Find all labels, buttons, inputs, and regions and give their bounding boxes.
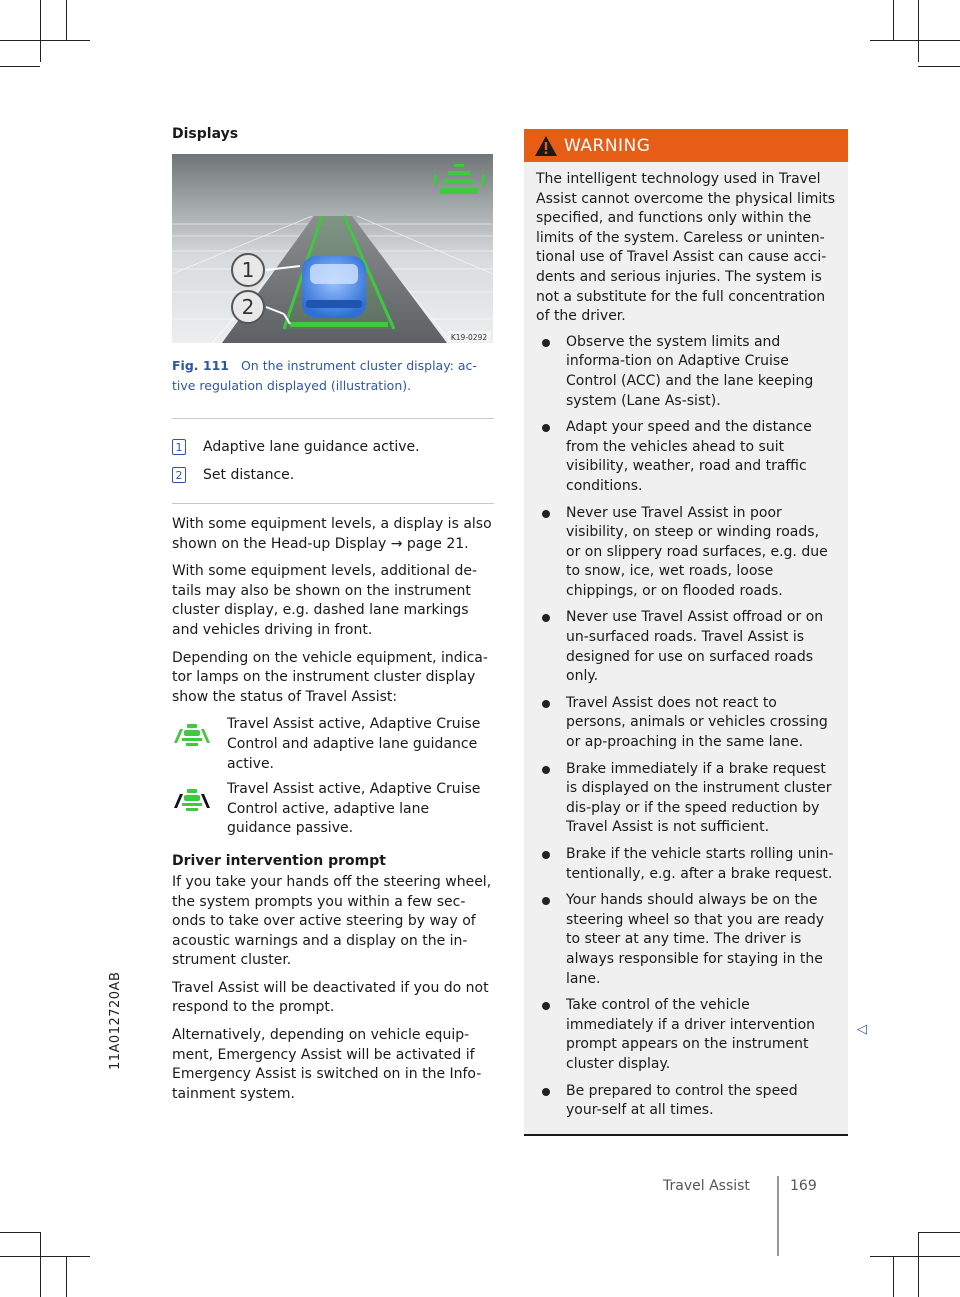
warning-item: Adapt your speed and the distance from the vehicles ahead to suit visibility, weather, road and traffic conditions. [536,418,836,496]
figure-illustration [172,154,493,343]
legend-number: 1 [172,439,186,455]
crop-mark [893,1256,894,1297]
crop-mark [870,1256,960,1257]
paragraph: Travel Assist will be deactivated if you do not respond to the prompt. [172,979,489,1016]
figure-caption-text: On the instrument cluster display: ac-tive regulation displayed (illustration). [172,358,477,393]
indicator-item [172,780,494,839]
footer-section-name: Travel Assist [663,1178,750,1194]
image-code: K19-0292 [450,333,488,342]
warning-bottom-rule [524,1134,848,1136]
legend-text: Set distance. [203,467,295,483]
indicator-item [172,715,494,774]
crop-mark [918,1232,919,1297]
paragraph: With some equipment levels, additional de-tails may also be shown on the instrument cluster display, e.g. dashed lane markings and vehicles driving in front. [172,563,478,638]
warning-item: Observe the system limits and informa-tion on Adaptive Cruise Control (ACC) and the lane keeping system (Lane As-sist). [536,333,836,411]
section-heading: Displays [172,126,239,142]
legend-item [172,461,494,489]
crop-mark [0,1256,90,1257]
car-illustration [302,256,366,318]
travel-assist-active-green-icon [172,721,212,751]
warning-title: WARNING [564,135,651,156]
crop-mark [0,66,40,67]
callout-1: 1 [241,258,255,282]
crop-mark [40,0,41,62]
paragraph: If you take your hands off the steering wheel, the system prompts you within a few sec-onds to take over active steering by way of acoustic warnings and a display on the in-strument cluster. [172,873,492,969]
crop-mark [66,1256,67,1297]
legend-number: 2 [172,467,186,483]
warning-item: Never use Travel Assist in poor visibility, on steep or winding roads, or on slippery road surfaces, e.g. due to snow, ice, wet roads, loose chippings, or on flooded roads. [536,504,836,602]
section-end-icon: ◁ [857,1022,867,1037]
crop-mark [66,0,67,40]
warning-item: Travel Assist does not react to persons, animals or vehicles crossing or ap-proaching in the same lane. [536,694,836,753]
crop-mark [40,1232,41,1297]
warning-triangle-icon [534,135,558,157]
travel-assist-lane-passive-icon [172,786,212,816]
divider [172,503,494,504]
warning-item: Take control of the vehicle immediately if a driver intervention prompt appears on the instrument cluster display. [536,996,836,1074]
legend-text: Adaptive lane guidance active. [203,439,420,455]
crop-mark [0,1232,40,1233]
crop-mark [870,40,960,41]
crop-mark [918,0,919,62]
left-column [172,126,494,1112]
figure-caption [172,356,494,396]
instrument-cluster-illustration [172,154,493,343]
indicator-text: Travel Assist active, Adaptive Cruise Control and adaptive lane guidance active. [227,716,481,772]
warning-item: Brake immediately if a brake request is displayed on the instrument cluster dis-play or if the speed reduction by Travel Assist is not sufficient. [536,760,836,838]
crop-mark [918,66,960,67]
footer-divider [777,1176,779,1256]
warning-item: Your hands should always be on the steering wheel so that you are ready to steer at any time. The driver is always responsible for staying in the lane. [536,891,836,989]
warning-header [524,129,848,162]
paragraph: With some equipment levels, a display is also shown on the Head-up Display → page 21. [172,516,492,552]
warning-intro: The intelligent technology used in Travel Assist cannot overcome the physical limits specified, and functions only within the limits of the system. Careless or uninten-tional use of Travel Assist can cause acci-dents and serious injuries. The system is not a substitute for the full concentration of the driver. [536,171,836,325]
paragraph: Alternatively, depending on vehicle equip-ment, Emergency Assist will be activated if Emergency Assist is switched on in the Info-tainment system. [172,1027,482,1102]
page-number: 169 [790,1178,817,1194]
legend-item [172,433,494,461]
figure-legend [172,433,494,489]
warning-item: Brake if the vehicle starts rolling unin-tentionally, e.g. after a brake request. [536,845,836,884]
subheading: Driver intervention prompt [172,852,386,869]
warning-item: Never use Travel Assist offroad or on un-surfaced roads. Travel Assist is designed for use on surfaced roads only. [536,608,836,686]
warning-item: Be prepared to control the speed your-self at all times. [536,1082,836,1121]
crop-mark [893,0,894,40]
warning-body [524,162,848,1134]
callout-2: 2 [241,295,255,319]
crop-mark [918,1232,960,1233]
paragraph: Depending on the vehicle equipment, indica-tor lamps on the instrument cluster display show the status of Travel Assist: [172,649,488,705]
crop-mark [0,40,90,41]
warning-list [536,333,836,1121]
divider [172,418,494,419]
warning-box [524,129,848,1136]
document-code: 11A012720AB [108,971,123,1070]
indicator-text: Travel Assist active, Adaptive Cruise Control active, adaptive lane guidance passive. [227,781,481,837]
figure-number: Fig. 111 [172,358,229,373]
